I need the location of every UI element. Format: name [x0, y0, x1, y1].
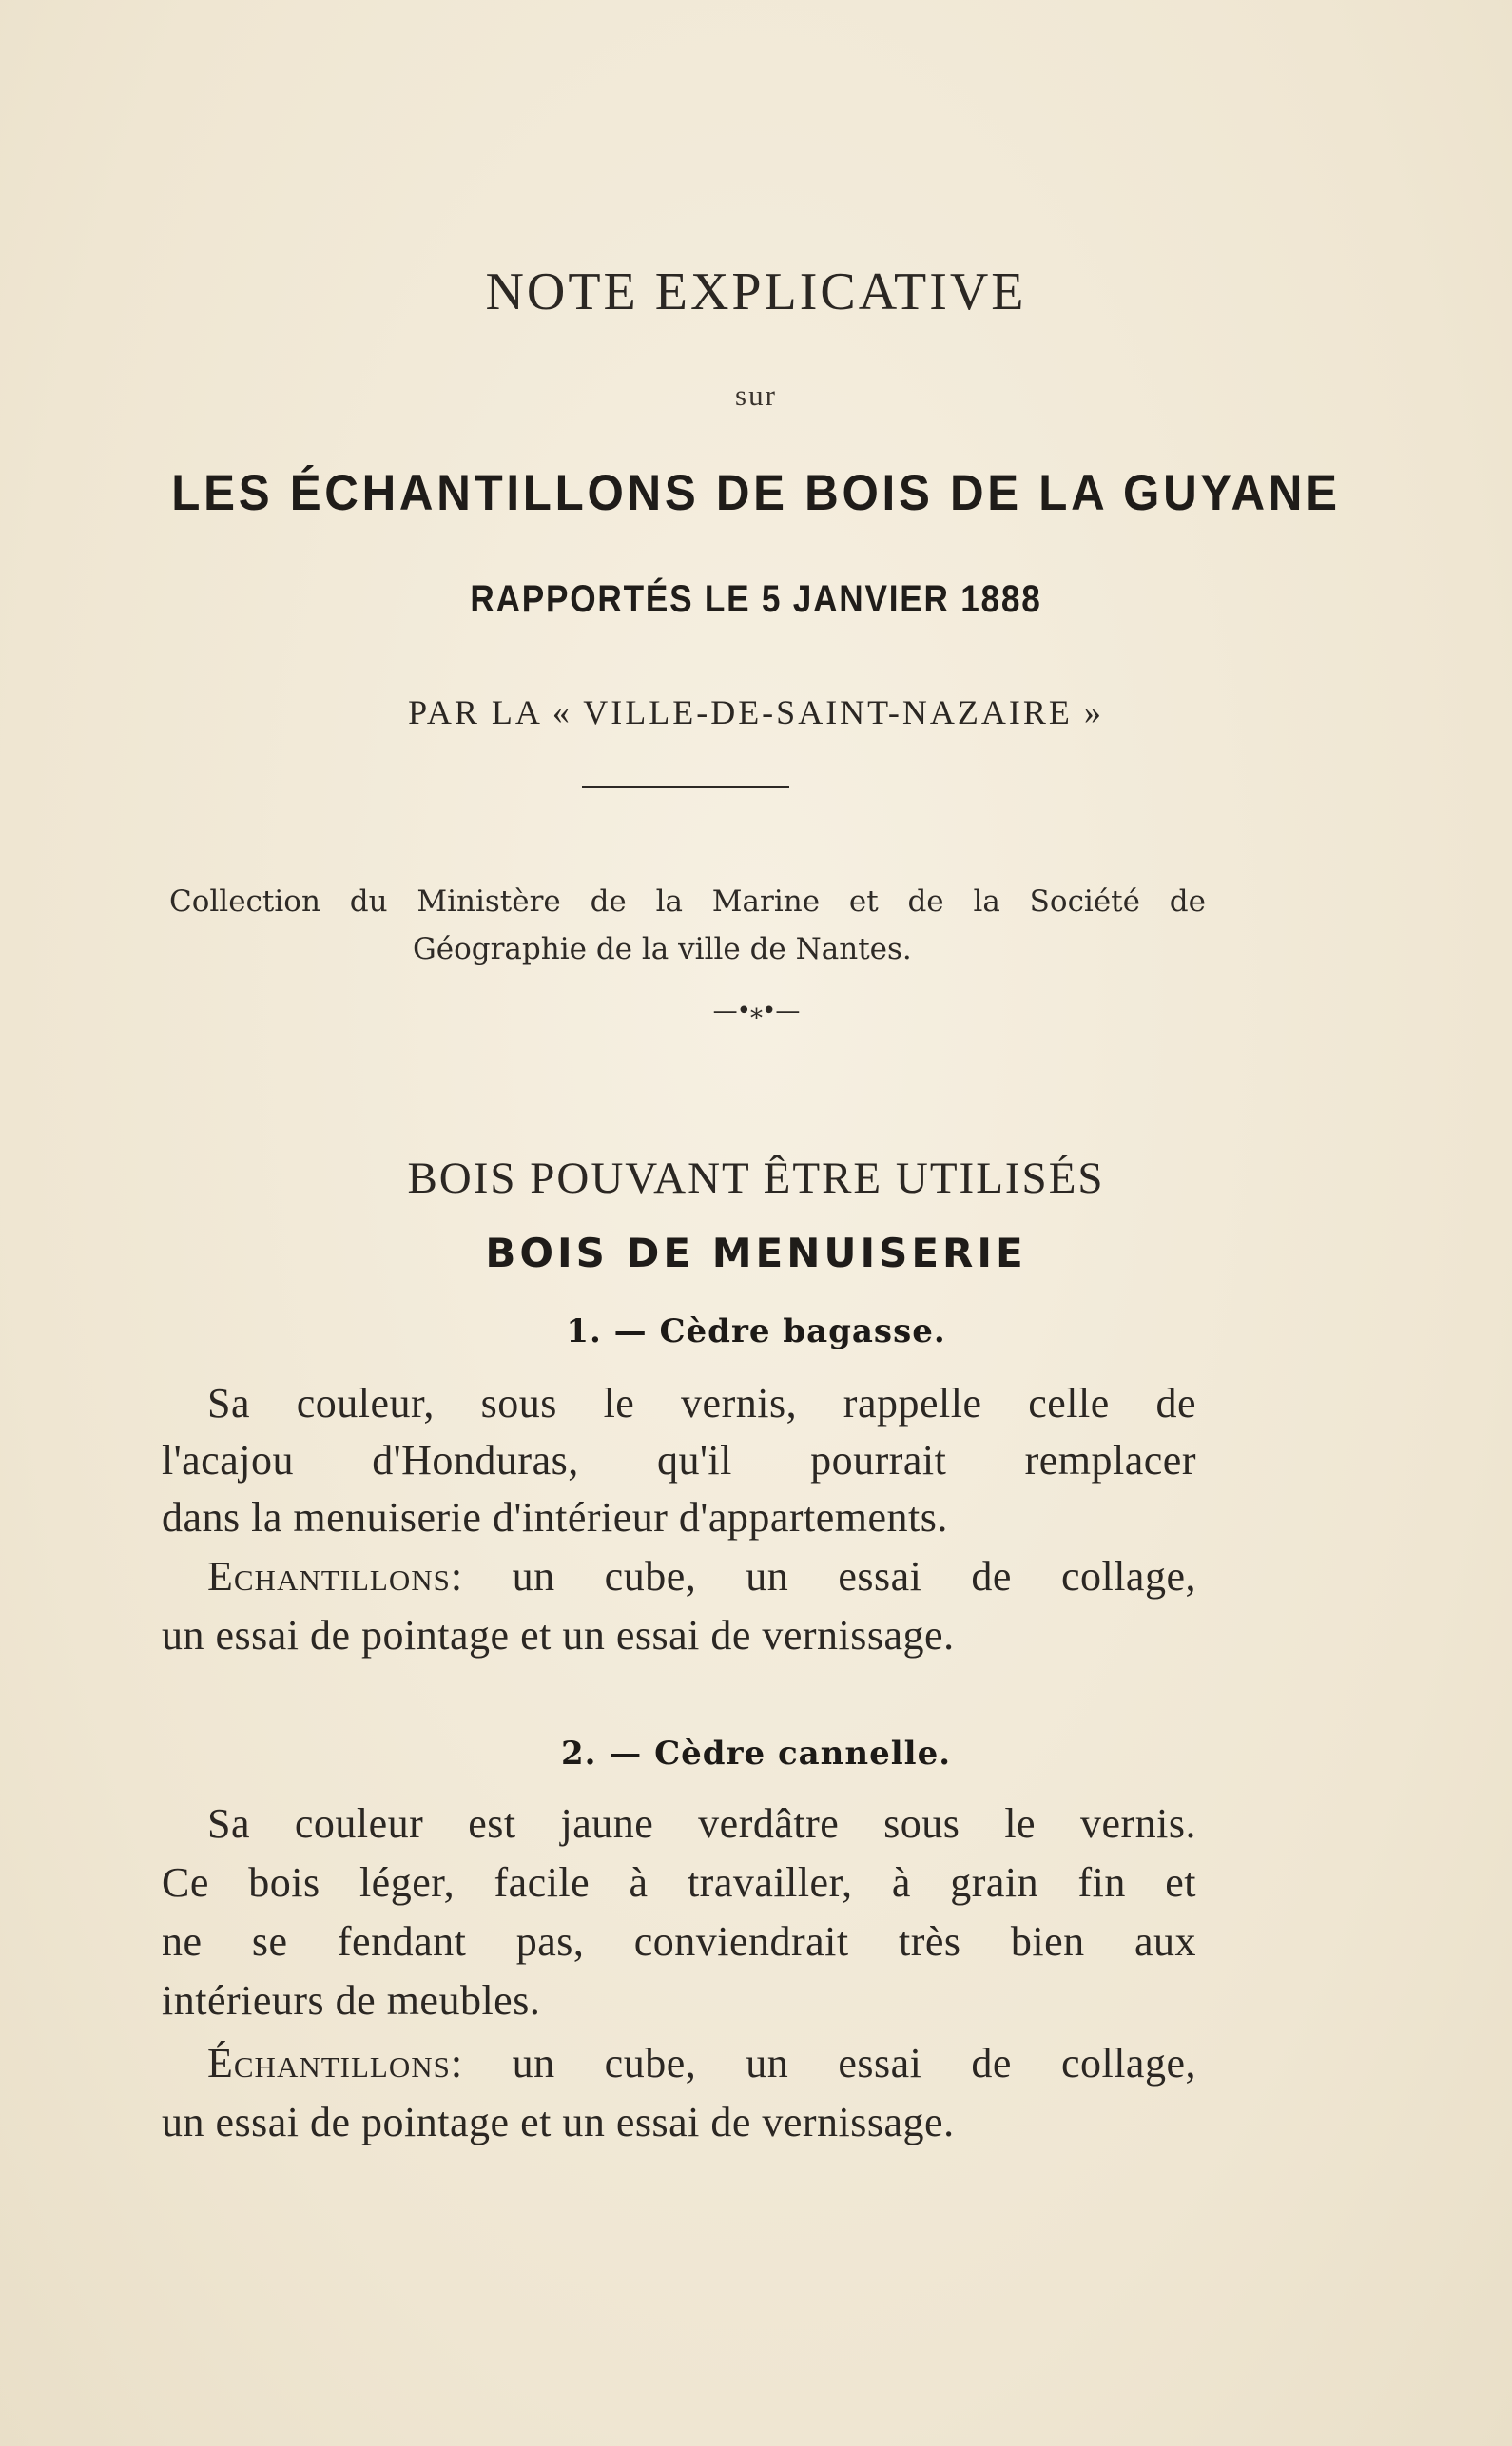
paragraph-line: l'acajou d'Honduras, qu'il pourrait remplacer: [162, 1437, 1196, 1484]
samples-text: : un cube, un essai de collage,: [450, 1553, 1196, 1600]
document-subject: LES ÉCHANTILLONS DE BOIS DE LA GUYANE: [171, 465, 1341, 521]
samples-label: Échantillons: [207, 2040, 451, 2087]
item-heading-cedre-cannelle: 2. — Cèdre cannelle.: [560, 1735, 952, 1773]
paragraph-line: Sa couleur est jaune verdâtre sous le vernis.: [207, 1800, 1196, 1847]
section-heading: BOIS POUVANT ÊTRE UTILISÉS: [407, 1154, 1105, 1203]
collection-note-line-1: Collection du Ministère de la Marine et de la Société de: [169, 884, 1206, 919]
paragraph-line: ne se fendant pas, conviendrait très bien aux: [162, 1918, 1196, 1965]
samples-line: [207, 1552, 1196, 1601]
paragraph-line: Sa couleur, sous le vernis, rappelle celle de: [207, 1380, 1196, 1427]
paragraph-line: intérieurs de meubles.: [162, 1977, 541, 2024]
samples-line: [207, 2039, 1196, 2087]
samples-text: : un cube, un essai de collage,: [450, 2040, 1196, 2087]
samples-line-continued: un essai de pointage et un essai de vernissage.: [162, 2099, 955, 2145]
document-title: NOTE EXPLICATIVE: [485, 262, 1027, 321]
samples-line-continued: un essai de pointage et un essai de vernissage.: [162, 1612, 955, 1659]
ornament-divider: —•⁎•—: [712, 997, 800, 1025]
divider-rule: [582, 786, 789, 788]
paragraph-line: dans la menuiserie d'intérieur d'appartements.: [162, 1494, 948, 1541]
document-ship-line: PAR LA « VILLE-DE-SAINT-NAZAIRE »: [408, 693, 1104, 731]
collection-note-line-2: Géographie de la ville de Nantes.: [413, 932, 912, 966]
paragraph-line: Ce bois léger, facile à travailler, à grain fin et: [162, 1859, 1196, 1906]
item-heading-cedre-bagasse: 1. — Cèdre bagasse.: [566, 1312, 946, 1350]
samples-label: Echantillons: [207, 1553, 451, 1600]
title-connector: sur: [735, 379, 777, 412]
section-subheading: BOIS DE MENUISERIE: [485, 1230, 1027, 1276]
document-date-line: RAPPORTÉS LE 5 JANVIER 1888: [470, 578, 1042, 620]
